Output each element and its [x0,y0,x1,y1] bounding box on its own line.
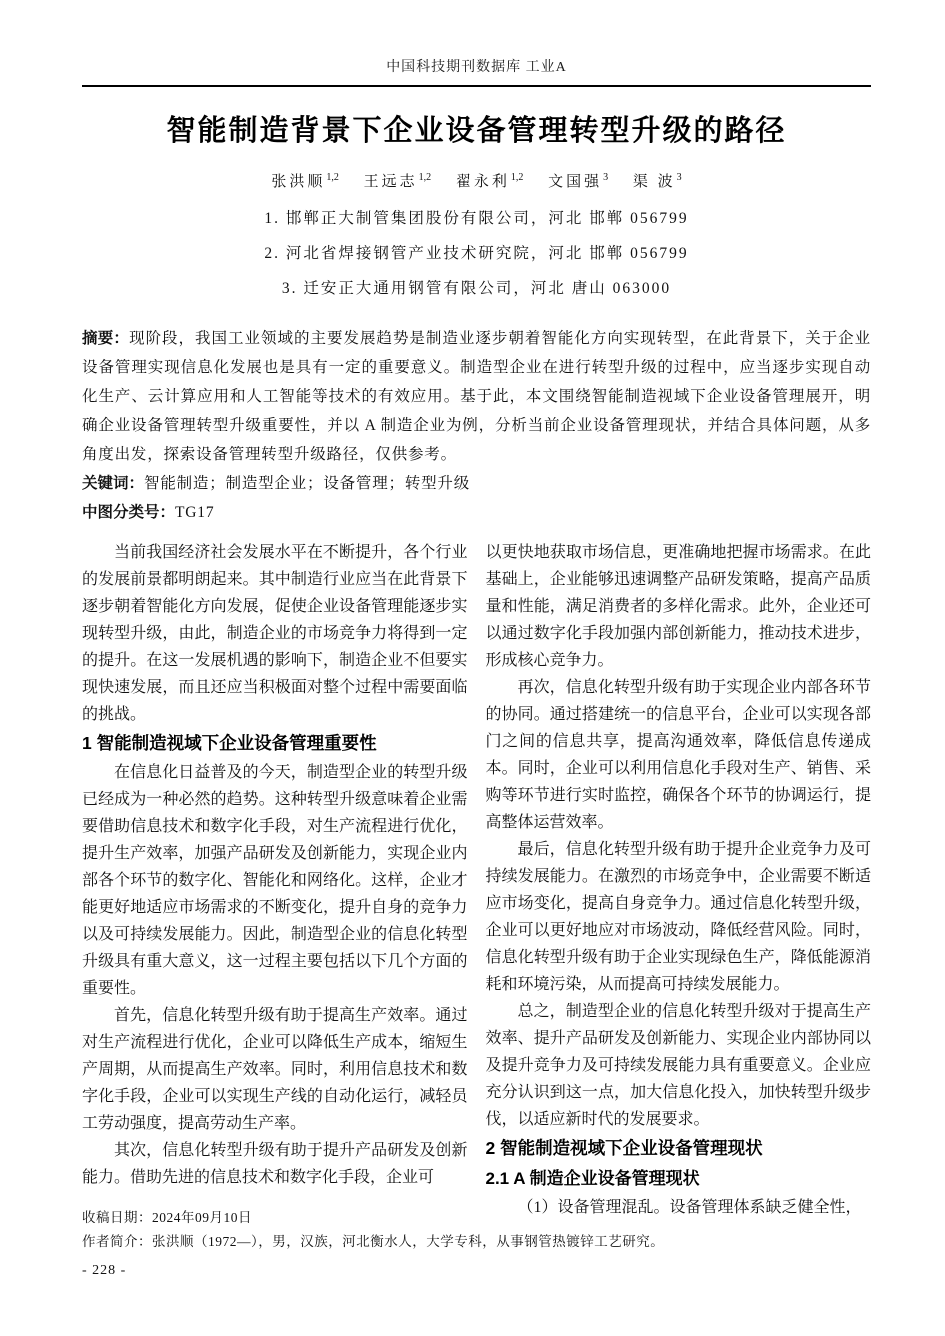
subsection-heading-2-1: 2.1 A 制造企业设备管理现状 [485,1169,700,1188]
author-name: 渠 波 [632,174,676,190]
author [271,174,339,190]
author-affiliation-superscript: 1,2 [510,172,524,183]
paragraph: 最后，信息化转型升级有助于提升企业竞争力及可持续发展能力。在激烈的市场竞争中，企业需要不断适应市场变化，提高自身竞争力。通过信息化转型升级，企业可以更好地应对市场波动，降低经营风险。同时，信息化转型升级有助于企业实现绿色生产，降低能源消耗和环境污染，从而提高可持续发展能力。 [485,841,871,993]
author-name: 文国强 [548,174,603,190]
author-name: 翟永利 [455,174,510,190]
abstract-label: 摘要： [82,330,130,347]
author-line [82,167,871,193]
page-number: - 228 - [82,1263,127,1278]
paragraph-continuation: 以更快地获取市场信息，更准确地把握市场需求。在此基础上，企业能够迅速调整产品研发策略，提高产品质量和性能，满足消费者的多样化需求。此外，企业还可以通过数字化手段加强内部创新能力，推动技术进步，形成核心竞争力。 [485,544,871,669]
author-affiliation-superscript: 3 [676,172,682,183]
clc-line [82,498,871,527]
paragraph: 在信息化日益普及的今天，制造型企业的转型升级已经成为一种必然的趋势。这种转型升级意味着企业需要借助信息技术和数字化手段，对生产流程进行优化，提升生产效率，加强产品研发及创新能力，实现企业内部各个环节的数字化、智能化和网络化。这样，企业才能更好地适应市场需求的不断变化，提升自身的竞争力以及可持续发展能力。因此，制造型企业的信息化转型升级具有重大意义，这一过程主要包括以下几个方面的重要性。 [82,764,468,997]
author-bio: 作者简介：张洪顺（1972—），男，汉族，河北衡水人，大学专科，从事钢管热镀锌工艺研究。 [82,1234,665,1249]
affiliation: 2. 河北省焊接钢管产业技术研究院，河北 邯郸 056799 [264,245,689,262]
author [633,174,682,190]
author-name: 王远志 [363,174,418,190]
author-affiliation-superscript: 1,2 [326,172,339,183]
journal-database-name: 中国科技期刊数据库 工业A [386,60,567,75]
abstract-text: 现阶段，我国工业领域的主要发展趋势是制造业逐步朝着智能化方向实现转型，在此背景下，关于企业设备管理实现信息化发展也是具有一定的重要意义。制造型企业在进行转型升级的过程中，应当逐步实现自动化生产、云计算应用和人工智能等技术的有效应用。基于此，本文围绕智能制造视域下企业设备管理展开，明确企业设备管理转型升级重要性，并以 A 制造企业为例，分析当前企业设备管理现状，并结合具体问题，从多角度出发，探索设备管理转型升级路径，仅供参考。 [82,330,871,463]
journal-header [82,60,871,76]
body-columns [82,539,871,1221]
footnote-block [82,1206,871,1283]
author [456,174,524,190]
paragraph: 当前我国经济社会发展水平在不断提升，各个行业的发展前景都明朗起来。其中制造行业应当在此背景下逐步朝着智能化方向发展，促使企业设备管理能逐步实现转型升级，由此，制造企业的市场竞争力将得到一定的提升。在这一发展机遇的影响下，制造企业不但要实现快速发展，而且还应当积极面对整个过程中需要面临的挑战。 [82,544,468,723]
author-affiliation-superscript: 1,2 [418,172,432,183]
left-column [82,539,468,1221]
abstract-block [82,324,871,469]
clc-label: 中图分类号： [82,504,176,521]
clc-code: TG17 [175,504,215,521]
paragraph: 首先，信息化转型升级有助于提高生产效率。通过对生产流程进行优化，企业可以降低生产成本，缩短生产周期，从而提高生产效率。同时，利用信息技术和数字化手段，企业可以实现生产线的自动化运行，减轻员工劳动强度，提高劳动生产率。 [82,1007,468,1132]
paragraph: 再次，信息化转型升级有助于实现企业内部各环节的协同。通过搭建统一的信息平台，企业可以实现各部门之间的信息共享，提高沟通效率，降低信息传递成本。同时，企业可以利用信息化手段对生产、销售、采购等环节进行实时监控，确保各个环节的协调运行，提高整体运营效率。 [485,679,871,831]
affiliation-list [82,201,871,306]
affiliation: 3. 迁安正大通用钢管有限公司，河北 唐山 063000 [281,280,672,297]
author-name: 张洪顺 [271,174,326,190]
paragraph: 总之，制造型企业的信息化转型升级对于提高生产效率、提升产品研发及创新能力、实现企业内部协同以及提升竞争力及可持续发展能力具有重要意义。企业应充分认识到这一点，加大信息化投入，加快转型升级步伐，以适应新时代的发展要求。 [485,1003,871,1128]
keywords-label: 关键词： [82,475,145,492]
author-affiliation-superscript: 3 [603,172,609,183]
keywords-line [82,469,871,498]
received-date: 收稿日期：2024年09月10日 [82,1210,252,1225]
section-heading-2: 2 智能制造视域下企业设备管理现状 [485,1138,763,1158]
section-heading-1: 1 智能制造视域下企业设备管理重要性 [82,733,377,753]
author [548,174,608,190]
paragraph: （1）设备管理混乱。设备管理体系缺乏健全性， [517,1199,862,1216]
article-title: 智能制造背景下企业设备管理转型升级的路径 [166,115,787,147]
affiliation: 1. 邯郸正大制管集团股份有限公司，河北 邯郸 056799 [264,210,689,227]
paragraph: 其次，信息化转型升级有助于提升产品研发及创新能力。借助先进的信息技术和数字化手段，企业可 [82,1142,468,1186]
right-column [486,539,872,1221]
author [364,174,432,190]
keywords-text: 智能制造；制造型企业；设备管理；转型升级 [144,475,471,492]
header-divider [82,85,871,87]
